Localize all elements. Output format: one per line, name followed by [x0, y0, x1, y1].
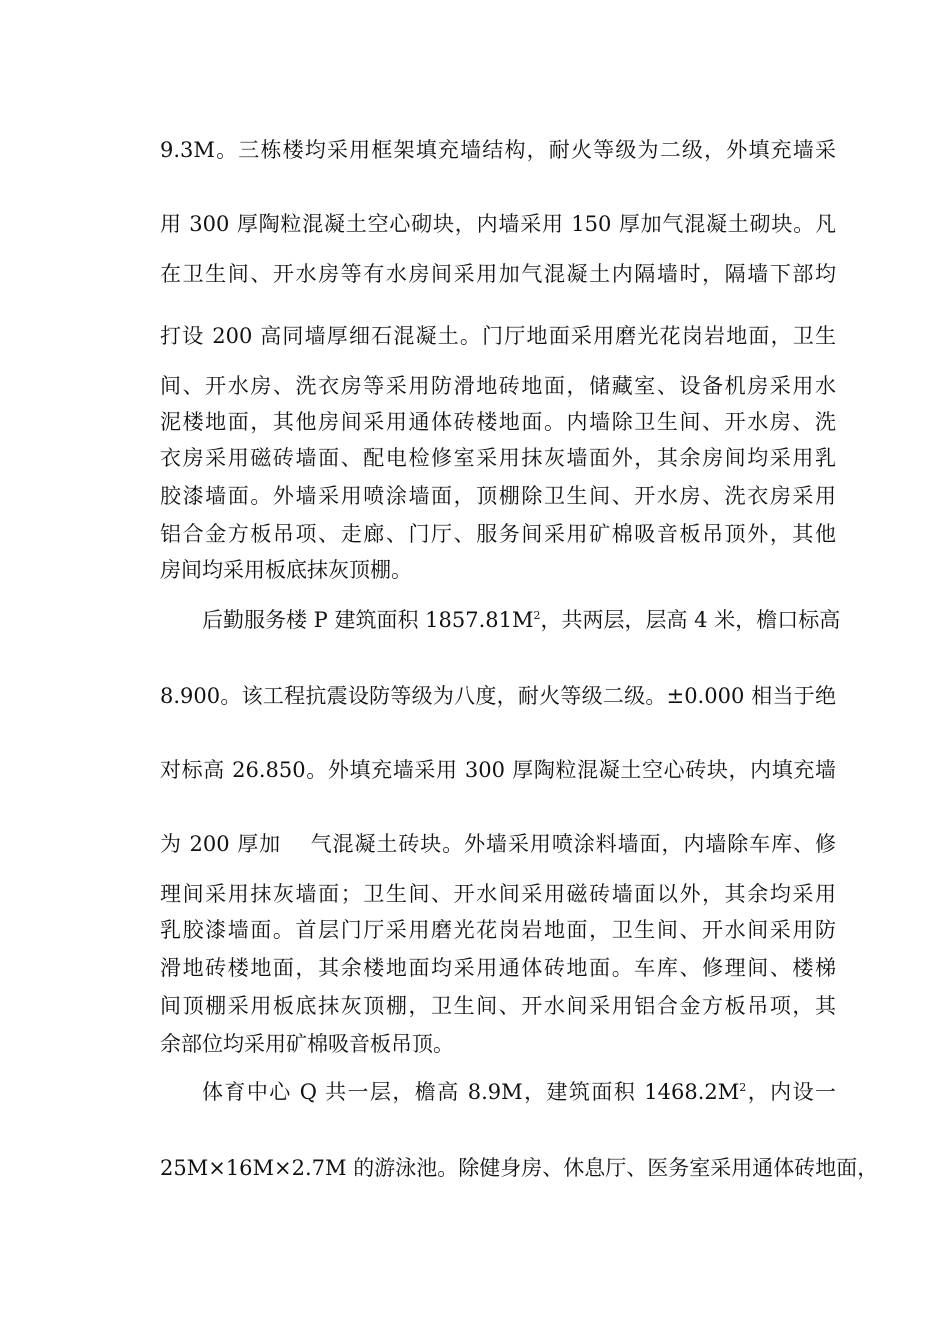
- text-line: 理间采用抹灰墙面；卫生间、开水间采用磁砖墙面以外，其余均采用: [160, 882, 836, 906]
- text-line: 25M×16M×2.7M 的游泳池。除健身房、休息厅、医务室采用通体砖地面，: [160, 1156, 879, 1180]
- text-line: 在卫生间、开水房等有水房间采用加气混凝土内隔墙时，隔墙下部均: [160, 262, 836, 286]
- text-line: 为 200 厚加 气混凝土砖块。外墙采用喷涂料墙面，内墙除车库、修: [160, 832, 836, 856]
- paragraph-first-line: [202, 606, 841, 634]
- text-line: 8.900。该工程抗震设防等级为八度，耐火等级二级。±0.000 相当于绝: [160, 684, 836, 708]
- text-line: 间、开水房、洗衣房等采用防滑地砖地面，储藏室、设备机房采用水: [160, 374, 836, 398]
- text-run: 后勤服务楼 P 建筑面积 1857.81M: [202, 608, 534, 632]
- text-line: 对标高 26.850。外填充墙采用 300 厚陶粒混凝土空心砖块，内填充墙: [160, 758, 836, 782]
- text-line: 房间均采用板底抹灰顶棚。: [160, 558, 412, 582]
- paragraph-first-line: [202, 1078, 836, 1106]
- text-line: 泥楼地面，其他房间采用通体砖楼地面。内墙除卫生间、开水房、洗: [160, 410, 836, 434]
- text-line: 胶漆墙面。外墙采用喷涂墙面，顶棚除卫生间、开水房、洗衣房采用: [160, 484, 836, 508]
- text-line: 间顶棚采用板底抹灰顶棚，卫生间、开水间采用铝合金方板吊项，其: [160, 994, 836, 1018]
- text-line: 余部位均采用矿棉吸音板吊顶。: [160, 1032, 454, 1056]
- text-run: ，内设一: [746, 1080, 836, 1104]
- superscript: 2: [739, 1081, 747, 1094]
- text-run: ，共两层，层高 4 米，檐口标高: [540, 608, 841, 632]
- text-line: 铝合金方板吊项、走廊、门厅、服务间采用矿棉吸音板吊顶外，其他: [160, 522, 836, 546]
- text-run: 体育中心 Q 共一层，檐高 8.9M，建筑面积 1468.2M: [202, 1080, 740, 1104]
- text-line: 用 300 厚陶粒混凝土空心砌块，内墙采用 150 厚加气混凝土砌块。凡: [160, 212, 836, 236]
- text-line: 滑地砖楼地面，其余楼地面均采用通体砖地面。车库、修理间、楼梯: [160, 956, 836, 980]
- text-line: 打设 200 高同墙厚细石混凝土。门厅地面采用磨光花岗岩地面，卫生: [160, 324, 836, 348]
- superscript: 2: [533, 609, 541, 622]
- text-line: 9.3M。三栋楼均采用框架填充墙结构，耐火等级为二级，外填充墙采: [160, 138, 836, 162]
- text-line: 乳胶漆墙面。首层门厅采用磨光花岗岩地面，卫生间、开水间采用防: [160, 918, 836, 942]
- text-line: 衣房采用磁砖墙面、配电检修室采用抹灰墙面外，其余房间均采用乳: [160, 446, 836, 470]
